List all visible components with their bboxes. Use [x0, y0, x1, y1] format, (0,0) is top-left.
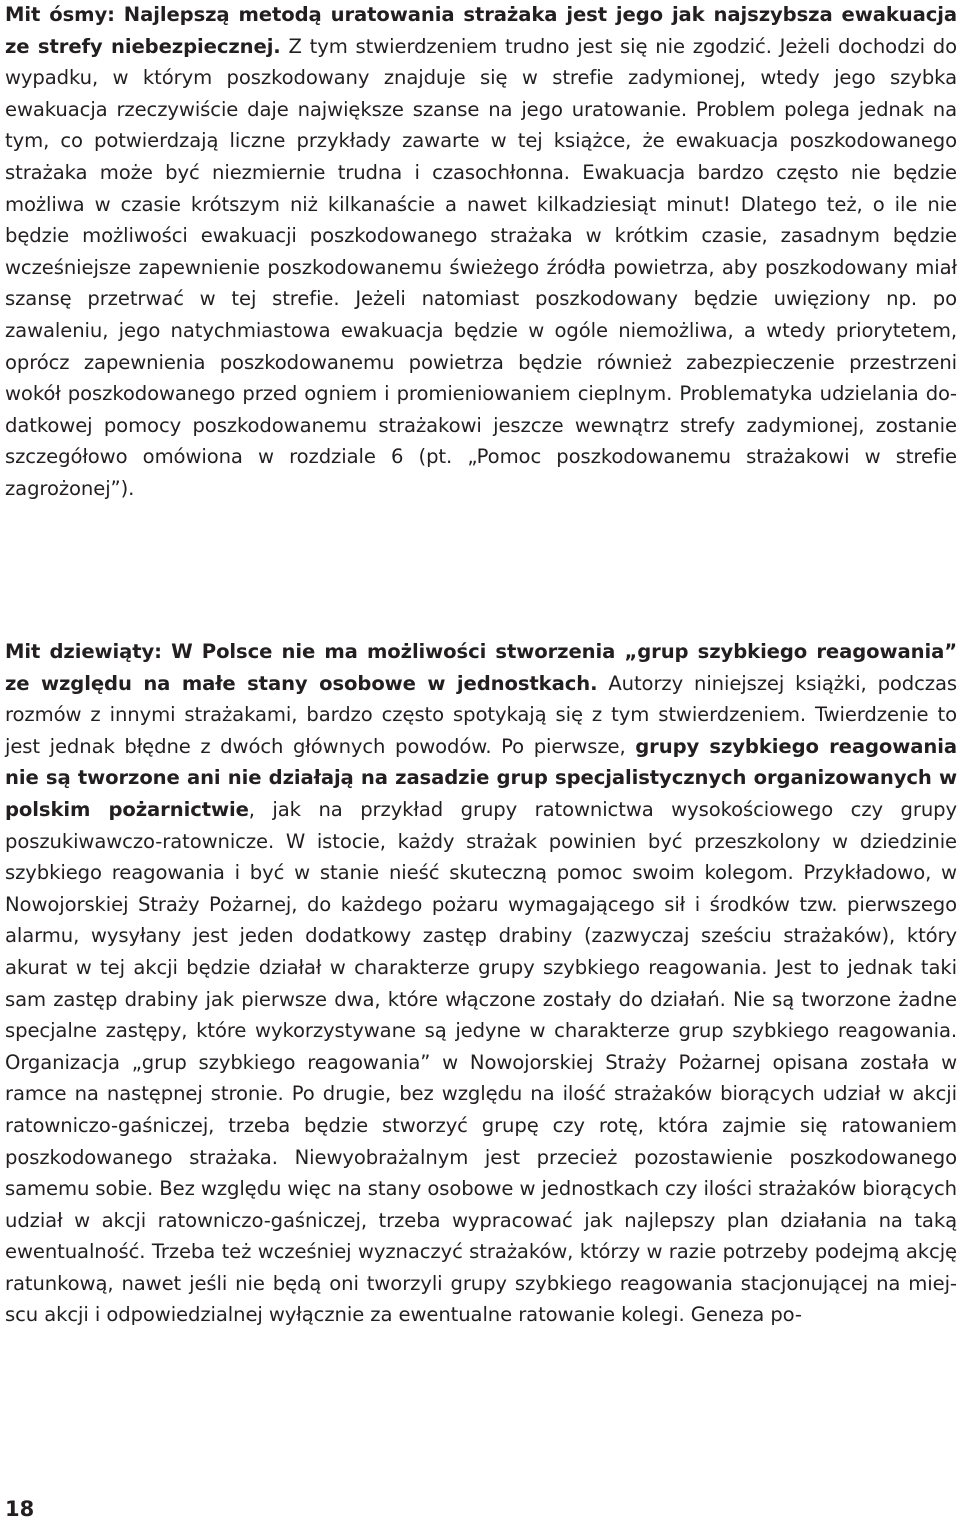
myth-eight-heading: Mit ósmy: Najlepszą metodą uratowania strażaka jest jego jak najszybsza ewakuacja ze strefy niebezpiecznej. [5, 3, 957, 58]
page-number: 18 [5, 1497, 35, 1521]
myth-nine-body-part-1: Autorzy niniejszej książki, podczas rozmów z innymi strażakami, bardzo często spotykają się z tym stwierdzeniem. Twierdzenie to jest jednak błędne z dwóch głównych powodów. Po pierwsze, [5, 671, 958, 758]
myth-nine-emphasis: grupy szybkiego reagowania nie są tworzone ani nie działają na zasadzie grup specjalistycznych organizowanych w polskim pożarnictwie [5, 734, 957, 821]
myth-eight-body: Z tym stwierdzeniem trudno jest się nie zgodzić. Jeżeli dochodzi do wypadku, w którym poszkodowany znajduje się w strefie zadymionej, wtedy jego szybka ewakuacja rzeczywiście daje największe szanse na jego uratowanie. Problem polega jednak na tym, co potwierdzają liczne przykłady zawarte w tej książce, że ewakuacja poszkodowanego strażaka może być niezmiernie trudna i czasochłonna. Ewakuacja bardzo często nie będzie możliwa w czasie krótszym niż kilkanaście a nawet kilkadziesiąt minut! Dlatego też, o ile nie będzie możliwości ewakuacji poszkodowanego strażaka w krótkim czasie, zasadnym będzie wcześniejsze zapewnienie poszkodowanemu świeżego źródła powietrza, aby poszkodowany miał szansę przetrwać w tej strefie. Jeżeli natomiast poszkodowany będzie uwięziony np. po zawaleniu, jego natychmiastowa ewakuacja będzie w ogóle niemożliwa, a wtedy priorytetem, oprócz zapewnienia poszkodowanemu powietrza będzie również zabezpieczenie przestrzeni wokół poszkodowanego przed ogniem i promieniowaniem cieplnym. Problematyka udzielania dodatkowej pomocy poszkodowanemu strażakowi jeszcze wewnątrz strefy zadymionej, zostanie szczegółowo omówiona w rozdziale 6 (pt. „Pomoc poszkodowanemu strażakowi w strefie zagrożonej”). [5, 34, 957, 500]
myth-nine-heading: Mit dziewiąty: W Polsce nie ma możliwości stworzenia „grup szybkiego reagowania” ze względu na małe stany osobowe w jednostkach. [5, 640, 957, 695]
paragraph-myth-eight [5, 0, 957, 505]
paragraph-myth-nine [5, 636, 957, 1331]
myth-nine-body-part-2: , jak na przykład grupy ratownictwa wysokościowego czy grupy poszukiwawczo-ratownicze. W istocie, każdy strażak powinien być przeszkolony w dziedzinie szybkiego reagowania i być w stanie nieść skuteczną pomoc swoim kolegom. Przykładowo, w Nowojorskiej Straży Pożarnej, do każdego pożaru wymagającego sił i środków tzw. pierwszego alarmu, wysyłany jest jeden dodatkowy zastęp drabiny (zazwyczaj sześciu strażaków), który akurat w tej akcji będzie działał w charakterze grupy szybkiego reagowania. Jest to jednak taki sam zastęp drabiny jak pierwsze dwa, które włączone zostały do działań. Nie są tworzone żadne specjalne zastępy, które wykorzystywane są jedyne w charakterze grup szybkiego reagowania. Organizacja „grup szybkiego reagowania” w Nowojorskiej Straży Pożarnej opisana została w ramce na następnej stronie. Po drugie, bez względu na ilość strażaków biorących udział w akcji ratowniczo-gaśniczej, trzeba będzie stworzyć grupę czy rotę, która zajmie się ratowaniem poszkodowanego strażaka. Niewyobrażalnym jest przecież pozostawienie poszkodowanego samemu sobie. Bez względu więc na stany osobowe w jednostkach czy ilości strażaków biorących udział w akcji ratowniczo-gaśniczej, trzeba wypracować jak najlepszy plan działania na taką ewentualność. Trzeba też wcześniej wyznaczyć strażaków, którzy w razie potrzeby podejmą akcję ratunkową, nawet jeśli nie będą oni tworzyli grupy szybkiego reagowania stacjonującej na miejscu akcji i odpowiedzialnej wyłącznie za ewentualne ratowanie kolegi. Geneza po- [5, 797, 958, 1327]
